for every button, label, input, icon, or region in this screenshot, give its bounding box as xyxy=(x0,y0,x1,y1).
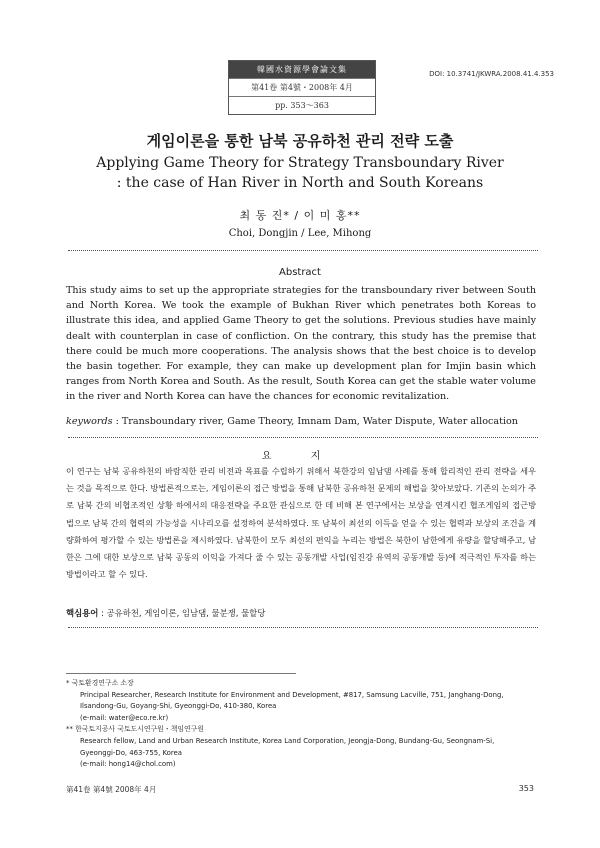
journal-name: 韓國水資源學會論文集 xyxy=(229,61,375,78)
footnote-1-line-2: Ilsandong-Gu, Goyang-Shi, Gyeonggi-Do, 410-380, Korea xyxy=(80,702,277,711)
korean-title: 게임이론을 통한 남북 공유하천 관리 전략 도출 xyxy=(146,132,454,150)
korean-keywords-label: 핵심용어 xyxy=(66,608,99,618)
footnotes xyxy=(66,678,536,771)
korean-keywords-text: : 공유하천, 게임이론, 임남댐, 물분쟁, 물할당 xyxy=(101,608,266,618)
footnote-2-label: ** 한국토지공사 국토도시연구원・책임연구원 xyxy=(66,725,204,734)
footnote-rule xyxy=(66,673,296,674)
journal-info-box xyxy=(228,60,376,115)
abstract-text: This study aims to set up the appropriate strategies for the transboundary river between South and North Korea. We took the example of Bukhan River which penetrates both Koreas to illustrate this idea, and applied Game Theory to get the solutions. Previous studies have mainly dealt with counterplan in case of confliction. On the contrary, this study has the premise that there could be much more cooperations. The analysis shows that the best choice is to develop the basin together. For example, they can make up development plan for Imjin basin which ranges from North Korea and South. As the result, South Korea can get the stable water volume in the river and North Korea can have the chances for economic revitalization. xyxy=(66,285,536,403)
doi: DOI: 10.3741/JKWRA.2008.41.4.353 xyxy=(429,70,554,78)
english-authors: Choi, Dongjin / Lee, Mihong xyxy=(228,228,372,239)
english-title-line-1: Applying Game Theory for Strategy Transboundary River xyxy=(96,155,504,171)
journal-volume: 第41卷 第4號・2008年 4月 xyxy=(229,78,375,96)
korean-abstract-heading: 요 지 xyxy=(261,451,339,462)
keywords-text: : Transboundary river, Game Theory, Imnam Dam, Water Dispute, Water allocation xyxy=(115,416,518,427)
footnote-1-line-1: Principal Researcher, Research Institute for Environment and Development, #817, Samsung Lacville, 751, Janghang-Dong, xyxy=(80,690,504,699)
korean-abstract-text: 이 연구는 남북 공유하천의 바람직한 관리 비전과 목표를 수립하기 위해서 북한강의 임남댐 사례를 통해 합리적인 관리 전략을 세우는 것을 목적으로 한다. 방법론적으로는, 게임이론의 접근 방법을 통해 남북한 공유하천 문제의 해법을 찾아보았다. 기존의 논의가 주로 남북 간의 비협조적인 상황 하에서의 대응전략을 주요한 관심으로 한 데 비해 본 연구에서는 보상을 연계시킨 협조게임의 접근방법으로 남북 간의 협력의 가능성을 시나리오를 설정하여 분석하였다. 또 남북이 최선의 이득을 얻을 수 있는 협력과 보상의 조건을 계량화하여 평가할 수 있는 방법론을 제시하였다. 남북한이 모두 최선의 편익을 누리는 방법은 북한이 남한에게 유량을 할당해주고, 남한은 그에 대한 보상으로 남북 공동의 이익을 가져다 줄 수 있는 공동개발 사업(임진강 유역의 공동개발 등)에 적극적인 투자를 하는 방법이라고 할 수 있다. xyxy=(66,466,536,580)
divider-middle xyxy=(68,437,538,438)
footnote-2-email: (e-mail: hong14@chol.com) xyxy=(80,760,176,769)
abstract-heading: Abstract xyxy=(279,267,321,278)
korean-keywords xyxy=(66,607,536,619)
footer-volume: 第41卷 第4號 2008年 4月 xyxy=(66,785,157,794)
korean-authors: 최 동 진* / 이 미 홍** xyxy=(239,209,361,222)
journal-pages: pp. 353～363 xyxy=(229,96,375,114)
footnote-2-line-2: Gyeonggi-Do, 463-755, Korea xyxy=(80,748,182,757)
footnote-2-line-1: Research fellow, Land and Urban Research Institute, Korea Land Corporation, Jeongja-Dong, Bundang-Gu, Seongnam-Si, xyxy=(80,736,495,745)
keywords xyxy=(66,416,536,427)
footnote-1-email: (e-mail: water@eco.re.kr) xyxy=(80,713,169,722)
keywords-label: keywords xyxy=(66,416,113,427)
divider-bottom xyxy=(68,627,538,628)
page-number: 353 xyxy=(518,784,534,793)
footnote-1-label: * 국토환경연구소 소장 xyxy=(66,679,134,687)
english-title-line-2: : the case of Han River in North and South Koreans xyxy=(116,175,484,191)
divider-top xyxy=(68,250,538,251)
